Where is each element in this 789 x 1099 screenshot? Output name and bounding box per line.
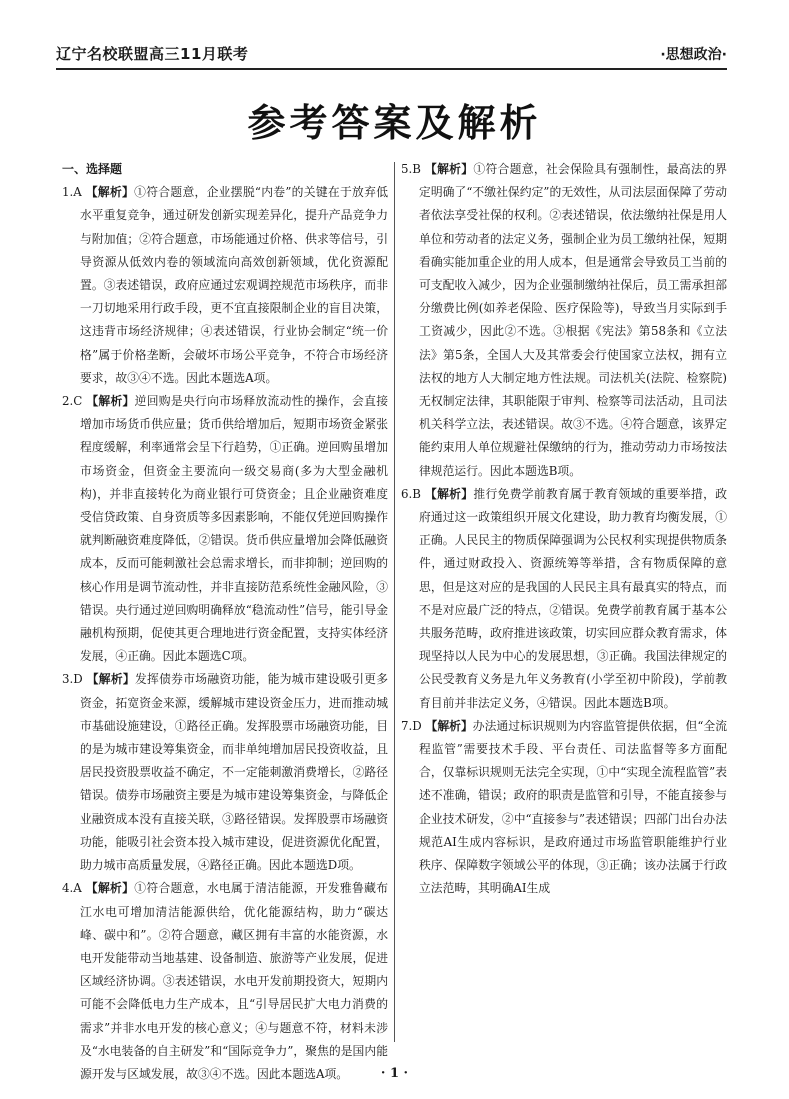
question-1: 1.A 【解析】①符合题意，企业摆脱“内卷”的关键在于放弃低水平重复竞争，通过研发创新实现差异化，提升产品竞争力与附加值；②符合题意，市场能通过价格、供求等信号，引导资源从低效内卷的领域流向高效创新领域，优化资源配置。③表述错误，政府应通过宏观调控规范市场秩序，而非一刀切地采用行政手段，更不宜直接限制企业的盲目决策，这违背市场经济规律；④表述错误，行业协会制定“统一价格”属于价格垄断，会破坏市场公平竞争，不符合市场经济要求，故③④不选。因此本题选A项。 bbox=[62, 185, 389, 385]
right-column bbox=[401, 158, 727, 1058]
question-3: 3.D 【解析】发挥债券市场融资功能，能为城市建设吸引更多资金，拓宽资金来源，缓解城市建设资金压力，进而推动城市基础设施建设，①路径正确。发挥股票市场融资功能，目的是为城市建设筹集资金，而非单纯增加居民投资收益，且居民投资股票收益不确定，不一定能刺激消费增长，②路径错误。债券市场融资主要是为城市建设筹集资金，与降低企业融资成本没有直接关联，③路径错误。发挥股票市场融资功能，能吸引社会资本投入城市建设，促进资源优化配置，助力城市高质量发展，④路径正确。因此本题选D项。 bbox=[62, 672, 389, 873]
analysis-text: ①符合题意，水电属于清洁能源，开发雅鲁藏布江水电可增加清洁能源供给，优化能源结构，助力“碳达峰、碳中和”。②符合题意，藏区拥有丰富的水能资源，水电开发能带动当地基建、设备制造、旅游等产业发展，促进区域经济协调。③表述错误，水电开发前期投资大，短期内可能不会降低电力生产成本，且“引导居民扩大电力消费的需求”并非水电开发的核心意义；④与题意不符，材料未涉及“水电装备的自主研发”和“国际竞争力”，聚焦的是国内能源开发与区域发展，故③④不选。因此本题选A项。 bbox=[80, 881, 389, 1081]
question-6: 6.B 【解析】推行免费学前教育属于教育领域的重要举措，政府通过这一政策组织开展文化建设，助力教育均衡发展，①正确。人民民主的物质保障强调为公民权利实现提供物质条件，通过财政投入、资源统筹等举措，含有物质保障的意思，但是这对应的是我国的人民民主具有最真实的特点，而不是对应最广泛的特点，②错误。免费学前教育属于基本公共服务范畴，政府推进该政策，切实回应群众教育需求，体现坚持以人民为中心的发展思想，③正确。我国法律规定的公民受教育义务是九年义务教育(小学至初中阶段)，学前教育目前并非法定义务，④错误。因此本题选B项。 bbox=[401, 486, 728, 710]
analysis-text: ①符合题意，企业摆脱“内卷”的关键在于放弃低水平重复竞争，通过研发创新实现差异化，提升产品竞争力与附加值；②符合题意，市场能通过价格、供求等信号，引导资源从低效内卷的领域流向高效创新领域，优化资源配置。③表述错误，政府应通过宏观调控规范市场秩序，而非一刀切地采用行政手段，更不宜直接限制企业的盲目决策，这违背市场经济规律；④表述错误，行业协会制定“统一价格”属于价格垄断，会破坏市场公平竞争，不符合市场经济要求，故③④不选。因此本题选A项。 bbox=[80, 185, 389, 385]
answer-letter: B bbox=[412, 486, 421, 501]
answer-columns bbox=[62, 158, 728, 1081]
answer-letter: A bbox=[73, 185, 82, 200]
page-header bbox=[56, 42, 727, 70]
analysis-text: 逆回购是央行向市场释放流动性的操作，会直接增加市场货币供应量；货币供给增加后，短期市场资金紧张程度缓解，利率通常会呈下行趋势，①正确。逆回购虽增加市场资金，但资金主要流向一级交易商(多为大型金融机构)，并非直接转化为商业银行可贷资金；且企业融资难度受信贷政策、自身资质等多因素影响，不能仅凭逆回购操作就判断融资难度降低，②错误。货币供应量增加会降低融资成本，反而可能刺激社会总需求增长，而非抑制；逆回购的核心作用是调节流动性，并非直接防范系统性金融风险，③错误。央行通过逆回购明确释放“稳流动性”信号，能引导金融机构预期，促使其更合理地进行资金配置，支持实体经济发展，④正确。因此本题选C项。 bbox=[80, 394, 389, 664]
question-5: 5.B 【解析】①符合题意，社会保险具有强制性，最高法的界定明确了“不缴社保约定”的无效性，从司法层面保障了劳动者依法享受社保的权利。②表述错误，依法缴纳社保是用人单位和劳动者的法定义务，强制企业为员工缴纳社保，短期看确实能加重企业的用人成本，但是通常会导致员工当前的可支配收入减少，因为企业强制缴纳社保后，员工需承担部分缴费比例(如养老保险、医疗保险等)，导致当月实际到手工资减少，因此②不选。③根据《宪法》第58条和《立法法》第5条，全国人大及其常委会行使国家立法权，拥有立法权的地方人大制定地方性法规。司法机关(法院、检察院)无权制定法律，其职能限于审判、检察等司法活动，且司法机关科学立法，表述错误。故③不选。④符合题意，该界定能约束用人单位规避社保缴纳的行为，推动劳动力市场按法律规范运行。因此本题选B项。 bbox=[401, 162, 728, 478]
document-title: 参考答案及解析 bbox=[247, 101, 542, 145]
page-number: · 1 · bbox=[380, 1066, 409, 1081]
question-7: 7.D 【解析】办法通过标识规则为内容监管提供依据，但“全流程监管”需要技术手段、平台责任、司法监督等多方面配合，仅靠标识规则无法完全实现，①中“实现全流程监管”表述不准确，错误；政府的职责是监管和引导，不能直接参与企业技术研发，②中“直接参与”表述错误；四部门出台办法规范AI生成内容标识，是政府通过市场监管职能维护行业秩序、保障数字领域公平的体现，③正确；该办法属于行政立法范畴，其明确AI生成 bbox=[401, 718, 728, 896]
analysis-text: 推行免费学前教育属于教育领域的重要举措，政府通过这一政策组织开展文化建设，助力教育均衡发展，①正确。人民民主的物质保障强调为公民权利实现提供物质条件，通过财政投入、资源统筹等举措，含有物质保障的意思，但是这对应的是我国的人民民主具有最真实的特点，而不是对应最广泛的特点，②错误。免费学前教育属于基本公共服务范畴，政府推进该政策，切实回应群众教育需求，体现坚持以人民为中心的发展思想，③正确。我国法律规定的公民受教育义务是九年义务教育(小学至初中阶段)，学前教育目前并非法定义务，④错误。因此本题选B项。 bbox=[419, 486, 728, 710]
analysis-tag: 【解析】 bbox=[86, 394, 135, 409]
analysis-tag: 【解析】 bbox=[424, 162, 474, 176]
analysis-tag: 【解析】 bbox=[85, 185, 135, 200]
analysis-text: ①符合题意，社会保险具有强制性，最高法的界定明确了“不缴社保约定”的无效性，从司法层面保障了劳动者依法享受社保的权利。②表述错误，依法缴纳社保是用人单位和劳动者的法定义务，强制企业为员工缴纳社保，短期看确实能加重企业的用人成本，但是通常会导致员工当前的可支配收入减少，因为企业强制缴纳社保后，员工需承担部分缴费比例(如养老保险、医疗保险等)，导致当月实际到手工资减少，因此②不选。③根据《宪法》第58条和《立法法》第5条，全国人大及其常委会行使国家立法权，拥有立法权的地方人大制定地方性法规。司法机关(法院、检察院)无权制定法律，其职能限于审判、检察等司法活动，且司法机关科学立法，表述错误。故③不选。④符合题意，该界定能约束用人单位规避社保缴纳的行为，推动劳动力市场按法律规范运行。因此本题选B项。 bbox=[419, 162, 728, 478]
analysis-text: 发挥债券市场融资功能，能为城市建设吸引更多资金，拓宽资金来源，缓解城市建设资金压力，进而推动城市基础设施建设，①路径正确。发挥股票市场融资功能，目的是为城市建设筹集资金，而非单纯增加居民投资收益，且居民投资股票收益不确定，不一定能刺激消费增长，②路径错误。债券市场融资主要是为城市建设筹集资金，与降低企业融资成本没有直接关联，③路径错误。发挥股票市场融资功能，能吸引社会资本投入城市建设，促进资源优化配置，助力城市高质量发展，④路径正确。因此本题选D项。 bbox=[80, 672, 389, 873]
subject-label: ·思想政治· bbox=[660, 47, 727, 63]
answer-letter: D bbox=[412, 718, 422, 733]
analysis-tag: 【解析】 bbox=[424, 486, 474, 501]
analysis-tag: 【解析】 bbox=[425, 718, 473, 733]
column-divider bbox=[394, 162, 395, 1042]
section-title: 一、选择题 bbox=[62, 162, 123, 176]
analysis-tag: 【解析】 bbox=[85, 881, 135, 896]
analysis-tag: 【解析】 bbox=[86, 672, 135, 687]
answer-letter: D bbox=[73, 672, 83, 687]
answer-letter: A bbox=[73, 881, 82, 896]
answer-letter: C bbox=[73, 394, 83, 409]
answer-letter: B bbox=[412, 162, 421, 176]
left-column bbox=[62, 158, 389, 1081]
question-2: 2.C 【解析】逆回购是央行向市场释放流动性的操作，会直接增加市场货币供应量；货币供给增加后，短期市场资金紧张程度缓解，利率通常会呈下行趋势，①正确。逆回购虽增加市场资金，但资金主要流向一级交易商(多为大型金融机构)，并非直接转化为商业银行可贷资金；且企业融资难度受信贷政策、自身资质等多因素影响，不能仅凭逆回购操作就判断融资难度降低，②错误。货币供应量增加会降低融资成本，反而可能刺激社会总需求增长，而非抑制；逆回购的核心作用是调节流动性，并非直接防范系统性金融风险，③错误。央行通过逆回购明确释放“稳流动性”信号，能引导金融机构预期，促使其更合理地进行资金配置，支持实体经济发展，④正确。因此本题选C项。 bbox=[62, 394, 389, 664]
exam-name: 辽宁名校联盟高三11月联考 bbox=[56, 45, 249, 63]
question-4: 4.A 【解析】①符合题意，水电属于清洁能源，开发雅鲁藏布江水电可增加清洁能源供给，优化能源结构，助力“碳达峰、碳中和”。②符合题意，藏区拥有丰富的水能资源，水电开发能带动当地基建、设备制造、旅游等产业发展，促进区域经济协调。③表述错误，水电开发前期投资大，短期内可能不会降低电力生产成本，且“引导居民扩大电力消费的需求”并非水电开发的核心意义；④与题意不符，材料未涉及“水电装备的自主研发”和“国际竞争力”，聚焦的是国内能源开发与区域发展，故③④不选。因此本题选A项。 bbox=[62, 881, 389, 1081]
analysis-text: 办法通过标识规则为内容监管提供依据，但“全流程监管”需要技术手段、平台责任、司法监督等多方面配合，仅靠标识规则无法完全实现，①中“实现全流程监管”表述不准确，错误；政府的职责是监管和引导，不能直接参与企业技术研发，②中“直接参与”表述错误；四部门出台办法规范AI生成内容标识，是政府通过市场监管职能维护行业秩序、保障数字领域公平的体现，③正确；该办法属于行政立法范畴，其明确AI生成 bbox=[419, 718, 728, 896]
